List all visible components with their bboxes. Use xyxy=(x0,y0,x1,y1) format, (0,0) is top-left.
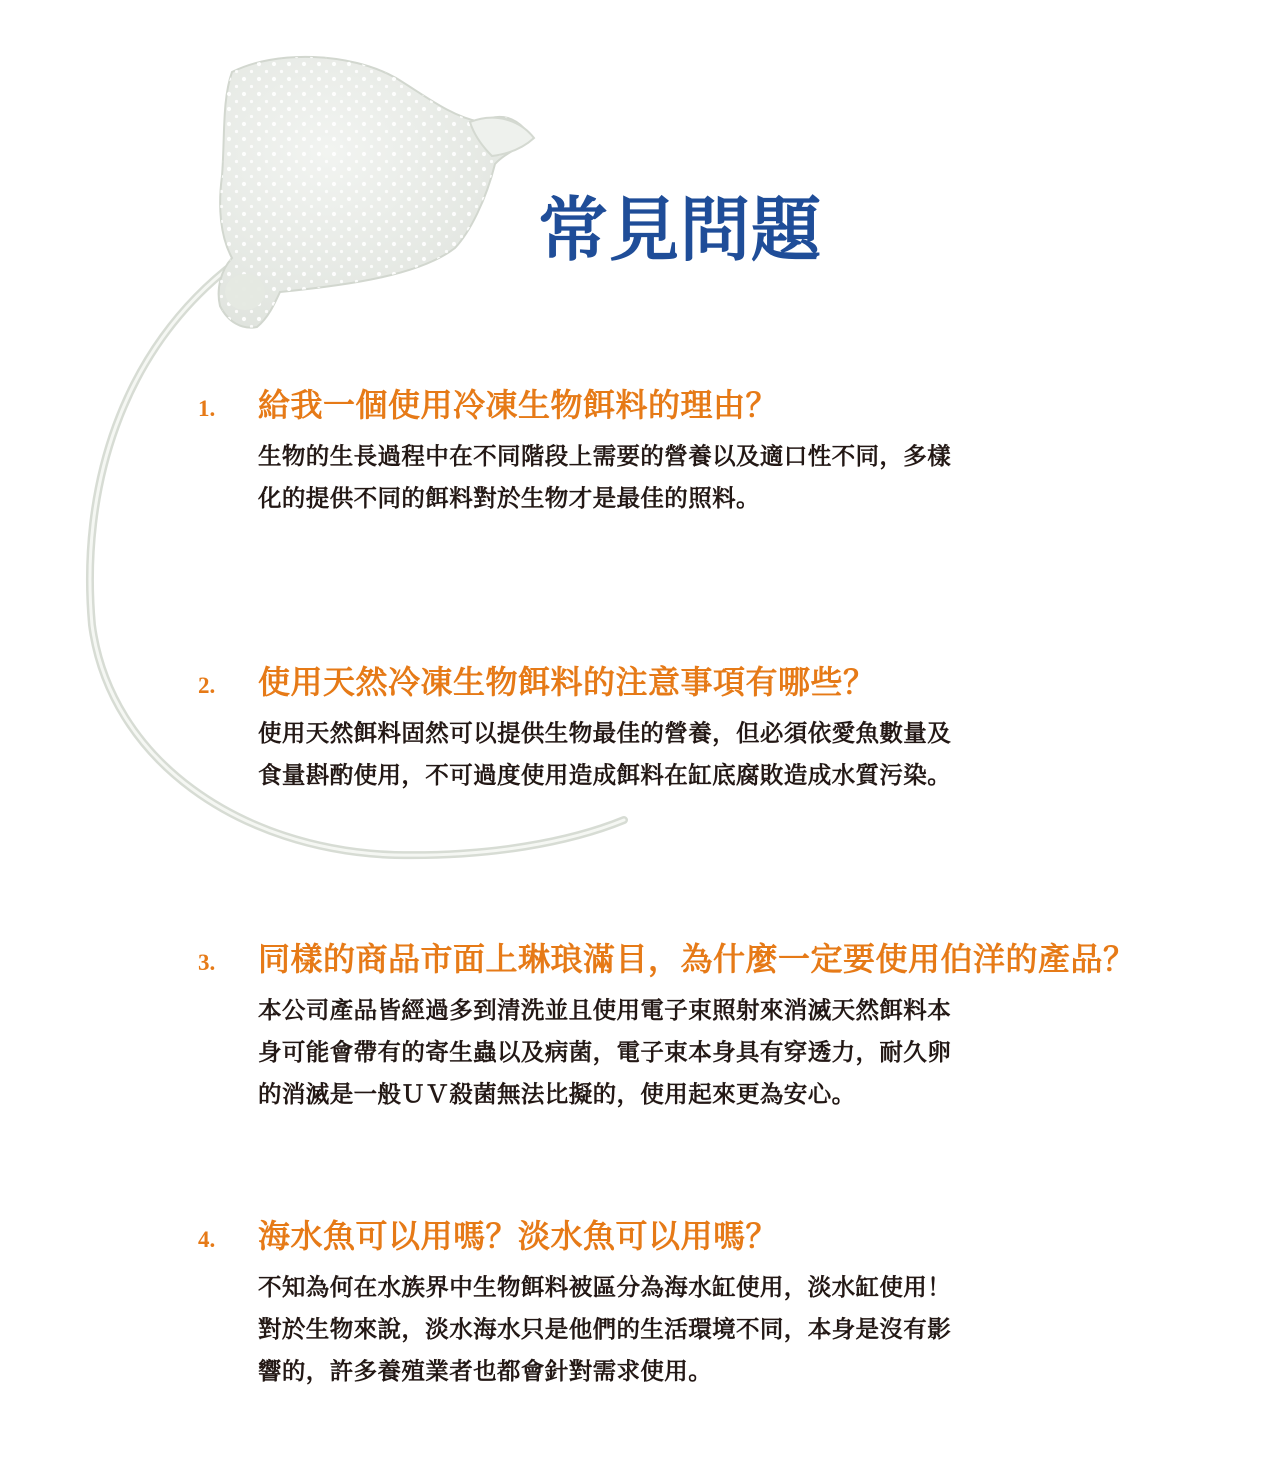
faq-question-text: 海水魚可以用嗎？淡水魚可以用嗎？ xyxy=(258,1217,779,1255)
faq-question-text: 給我一個使用冷凍生物餌料的理由？ xyxy=(258,386,779,424)
faq-answer: 不知為何在水族界中生物餌料被區分為海水缸使用，淡水缸使用！ 對於生物來說，淡水海水只是他們的生活環境不同，本身是沒有影 響的，許多養殖業者也都會針對需求使用。 xyxy=(258,1273,952,1385)
faq-question-text: 使用天然冷凍生物餌料的注意事項有哪些？ xyxy=(258,663,876,701)
faq-question xyxy=(198,662,1278,702)
faq-item-1 xyxy=(198,385,1278,519)
faq-question xyxy=(198,385,1278,425)
faq-item-2 xyxy=(198,662,1278,796)
faq-answer: 本公司產品皆經過多到清洗並且使用電子束照射來消滅天然餌料本 身可能會帶有的寄生蟲以及病菌，電子束本身具有穿透力，耐久卵 的消滅是一般ＵＶ殺菌無法比擬的，使用起來更為安心。 xyxy=(258,996,952,1108)
faq-question xyxy=(198,1216,1278,1256)
faq-number: 4. xyxy=(198,1227,216,1252)
faq-number: 3. xyxy=(198,950,216,975)
faq-answer: 生物的生長過程中在不同階段上需要的營養以及適口性不同，多樣 化的提供不同的餌料對於生物才是最佳的照料。 xyxy=(258,442,952,512)
faq-answer: 使用天然餌料固然可以提供生物最佳的營養，但必須依愛魚數量及 食量斟酌使用，不可過度使用造成餌料在缸底腐敗造成水質污染。 xyxy=(258,719,952,789)
faq-number: 2. xyxy=(198,673,216,698)
faq-item-4 xyxy=(198,1216,1278,1392)
faq-question-text: 同樣的商品市面上琳琅滿目，為什麼一定要使用伯洋的產品？ xyxy=(258,940,1136,978)
faq-item-3 xyxy=(198,939,1278,1115)
faq-question xyxy=(198,939,1278,979)
page-title: 常見問題 xyxy=(538,188,822,271)
stingray-body xyxy=(219,57,534,328)
faq-number: 1. xyxy=(198,396,216,421)
